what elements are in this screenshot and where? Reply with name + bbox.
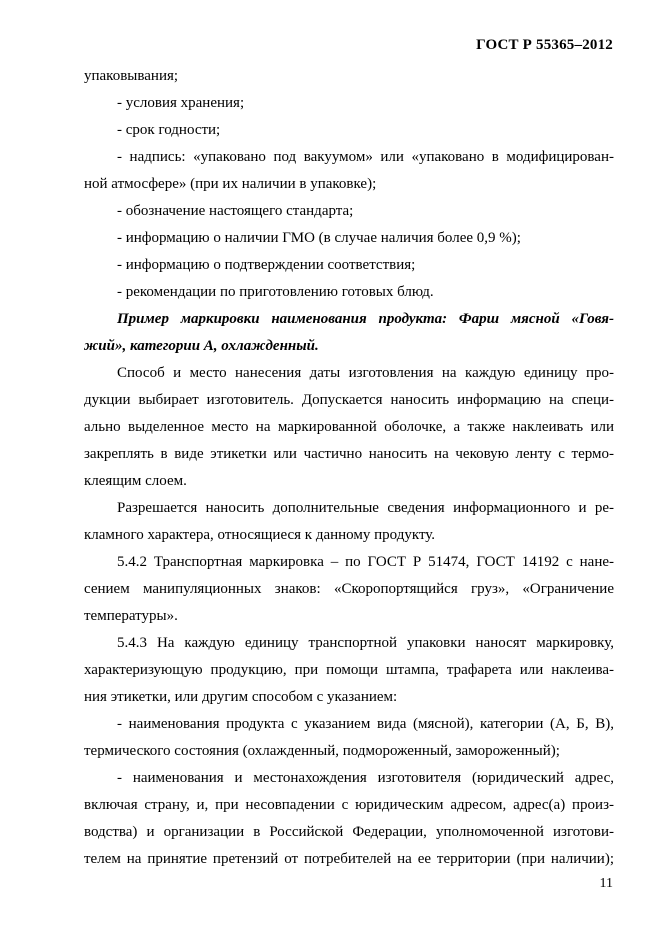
example-heading-line: Пример маркировки наименования продукта: Фарш мясной «Говя- <box>117 311 614 327</box>
text-line: - наименования и местонахождения изготовителя (юридический адрес, <box>117 770 614 786</box>
text-line: - рекомендации по приготовлению готовых блюд. <box>117 284 434 300</box>
text-line: кламного характера, относящиеся к данному продукту. <box>84 527 436 543</box>
text-line: - надпись: «упаковано под вакуумом» или «упаковано в модифицирован- <box>117 149 614 165</box>
example-heading-line: жий», категории А, охлажденный. <box>84 338 319 354</box>
text-line: ально выделенное место на маркированной оболочке, а также наклеивать или <box>84 419 614 435</box>
text-line: - наименования продукта с указанием вида (мясной), категории (А, Б, В), <box>117 716 614 732</box>
text-line: - условия хранения; <box>117 95 245 111</box>
text-line: закреплять в виде этикетки или частично наносить на чековую ленту с термо- <box>84 446 614 462</box>
text-line: Способ и место нанесения даты изготовления на каждую единицу про- <box>117 365 614 381</box>
text-line: характеризующую продукцию, при помощи штампа, трафарета или наклеива- <box>84 662 614 678</box>
text-line: упаковывания; <box>84 68 179 84</box>
document-code-header: ГОСТ Р 55365–2012 <box>476 37 613 53</box>
text-line: водства) и организации в Российской Федерации, уполномоченной изготови- <box>84 824 614 840</box>
document-body <box>84 63 614 873</box>
text-line: ния этикетки, или другим способом с указанием: <box>84 689 398 705</box>
text-line: клеящим слоем. <box>84 473 187 489</box>
text-line: дукции выбирает изготовитель. Допускается наносить информацию на специ- <box>84 392 614 408</box>
page-number: 11 <box>599 876 613 891</box>
text-line: ной атмосфере» (при их наличии в упаковке); <box>84 176 377 192</box>
text-line: 5.4.3 На каждую единицу транспортной упаковки наносят маркировку, <box>117 635 614 651</box>
text-line: - обозначение настоящего стандарта; <box>117 203 354 219</box>
text-line: включая страну, и, при несовпадении с юридическим адресом, адрес(а) произ- <box>84 797 614 813</box>
text-line: телем на принятие претензий от потребителей на ее территории (при наличии); <box>84 851 614 867</box>
text-line: сением манипуляционных знаков: «Скоропортящийся груз», «Ограничение <box>84 581 614 597</box>
text-line: Разрешается наносить дополнительные сведения информационного и ре- <box>117 500 614 516</box>
text-line: - срок годности; <box>117 122 221 138</box>
text-line: термического состояния (охлажденный, подмороженный, замороженный); <box>84 743 560 759</box>
text-line: - информацию о наличии ГМО (в случае наличия более 0,9 %); <box>117 230 521 246</box>
text-line: температуры». <box>84 608 178 624</box>
text-line: 5.4.2 Транспортная маркировка – по ГОСТ Р 51474, ГОСТ 14192 с нане- <box>117 554 614 570</box>
text-line: - информацию о подтверждении соответствия; <box>117 257 416 273</box>
